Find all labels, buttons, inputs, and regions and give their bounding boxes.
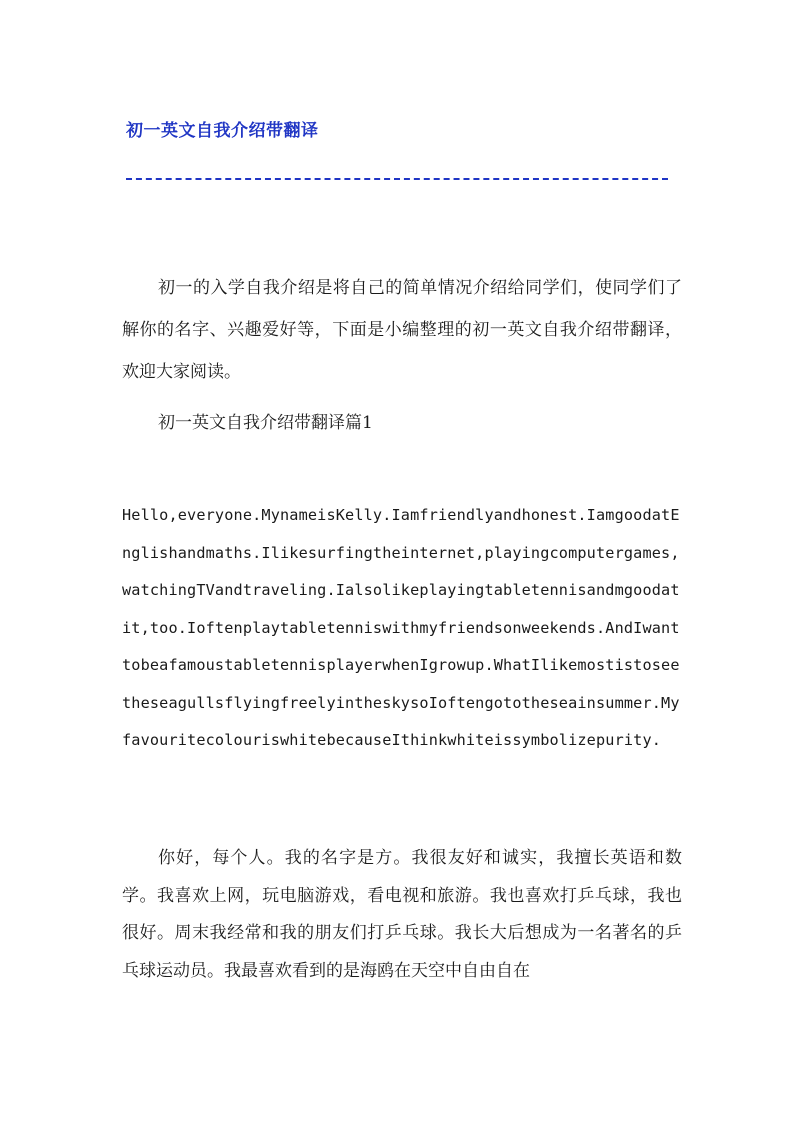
section-heading: 初一英文自我介绍带翻译篇1 <box>158 413 373 433</box>
title-divider <box>126 170 668 184</box>
document-title: 初一英文自我介绍带翻译 <box>126 121 319 141</box>
intro-paragraph: 初一的入学自我介绍是将自己的简单情况介绍给同学们，使同学们了解你的名字、兴趣爱好等，下面是小编整理的初一英文自我介绍带翻译，欢迎大家阅读。 <box>122 278 682 382</box>
english-paragraph: Hello,everyone.MynameisKelly.Iamfriendlyandhonest.IamgoodatEnglishandmaths.Ilikesurfingtheinternet,playingcomputergames,watchingTVandtraveling.Ialsolikeplayingtabletennisandmgoodatit,too.Ioftenplaytabletenniswithmyfriendsonweekends.AndIwanttobeafamoustabletennisplayerwhenIgrowup.WhatIlikemostistoseetheseagullsflyingfreelyintheskysoIoftengototheseainsummer.MyfavouritecolouriswhitebecauseIthinkwhiteissymbolizepurity. <box>122 506 680 749</box>
chinese-translation-paragraph: 你好，每个人。我的名字是方。我很友好和诚实，我擅长英语和数学。我喜欢上网，玩电脑游戏，看电视和旅游。我也喜欢打乒乓球，我也很好。周末我经常和我的朋友们打乒乓球。我长大后想成为一名著名的乒乓球运动员。我最喜欢看到的是海鸥在天空中自由自在 <box>122 848 682 981</box>
